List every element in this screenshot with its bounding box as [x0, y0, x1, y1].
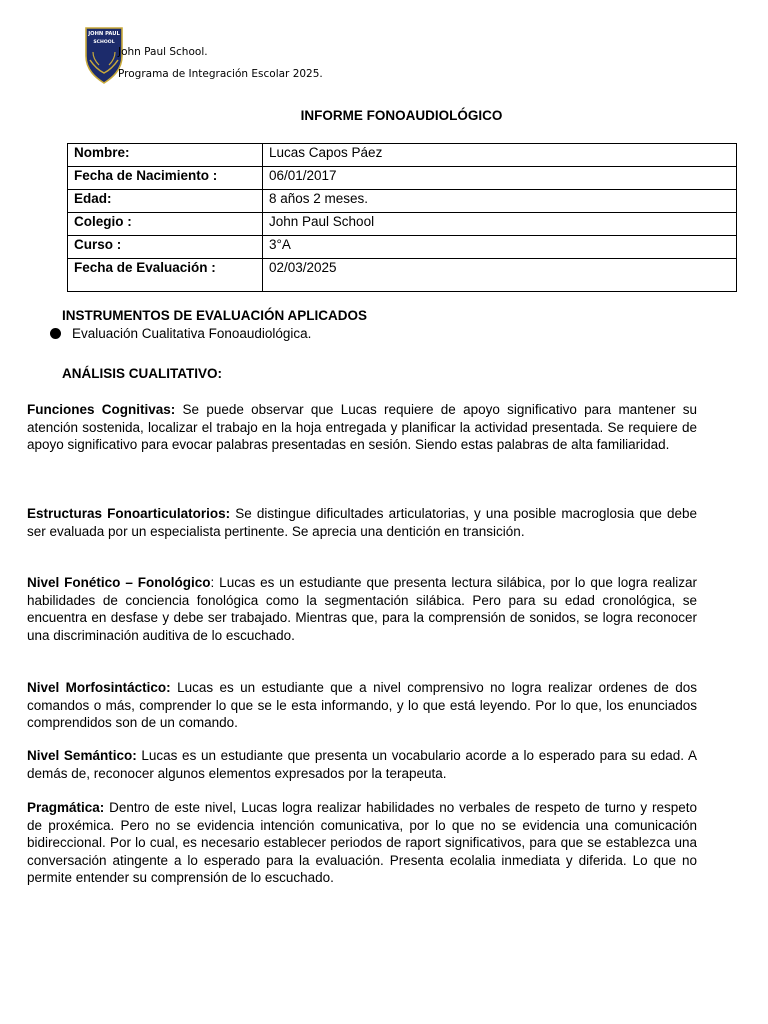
table-row — [68, 144, 737, 167]
paragraph-label: Estructuras Fonoarticulatorios: — [27, 506, 231, 521]
paragraph-morphosyntactic — [27, 679, 697, 732]
paragraph-label: Nivel Morfosintáctico: — [27, 680, 171, 695]
instrument-list-item — [50, 326, 311, 341]
paragraph-text: Lucas es un estudiante que presenta un vocabulario acorde a lo esperado para su edad. A demás de, reconocer algunos elementos expresados por la terapeuta. — [27, 748, 697, 781]
paragraph-label: Pragmática: — [27, 800, 105, 815]
table-row — [68, 259, 737, 292]
bullet-icon — [50, 328, 61, 339]
info-label: Edad: — [68, 190, 263, 213]
instrument-item-text: Evaluación Cualitativa Fonoaudiológica. — [72, 326, 312, 341]
paragraph-phonetic-phonological — [27, 574, 697, 644]
info-value: Lucas Capos Páez — [263, 144, 737, 167]
paragraph-cognitive-functions — [27, 401, 697, 454]
paragraph-label: Funciones Cognitivas: — [27, 402, 176, 417]
info-label: Fecha de Evaluación : — [68, 259, 263, 292]
paragraph-label: Nivel Fonético – Fonológico — [27, 575, 211, 590]
table-row — [68, 190, 737, 213]
school-name-line: John Paul School. — [118, 46, 208, 58]
instruments-heading: INSTRUMENTOS DE EVALUACIÓN APLICADOS — [62, 308, 368, 323]
paragraph-text: Se distingue dificultades articulatorias, y una posible macroglosia que debe ser evaluada por un especialista pertinente. Se aprecia una dentición en transición. — [27, 506, 697, 539]
info-label: Fecha de Nacimiento : — [68, 167, 263, 190]
student-info-table — [67, 143, 737, 292]
info-value: 3°A — [263, 236, 737, 259]
info-value: John Paul School — [263, 213, 737, 236]
table-row — [68, 167, 737, 190]
paragraph-phonoarticulatory — [27, 505, 697, 540]
svg-text:SCHOOL: SCHOOL — [93, 40, 115, 45]
table-row — [68, 236, 737, 259]
paragraph-text: Dentro de este nivel, Lucas logra realizar habilidades no verbales de respeto de turno y respeto de proxémica. Pero no se evidencia intención comunicativa, por lo que no se evidencia una comunicación bidireccional. Por lo cual, es necesario establecer periodos de raport significativos, para que se establezca una conversación atingente a lo esperado para la evaluación. Presenta ecolalia inmediata y diferida. Lo que no permite entender su comprensión de lo escuchado. — [27, 800, 697, 885]
info-value: 02/03/2025 — [263, 259, 737, 292]
paragraph-text: Lucas es un estudiante que a nivel comprensivo no logra realizar ordenes de dos comandos o más, comprender lo que se le esta informando, y lo que está leyendo. Por lo que, los enunciados comprendidos son de un comando. — [27, 680, 697, 730]
info-value: 06/01/2017 — [263, 167, 737, 190]
report-title: INFORME FONOAUDIOLÓGICO — [300, 108, 503, 123]
paragraph-text: : Lucas es un estudiante que presenta lectura silábica, por lo que logra realizar habilidades de conciencia fonológica como la segmentación silábica. Pero para su edad cronológica, se encuentra en desfase y debe ser trabajado. Mientras que, para la comprensión de sonidos, se logra reconocer una discriminación auditiva de lo escuchado. — [27, 575, 697, 643]
program-line: Programa de Integración Escolar 2025. — [118, 68, 323, 80]
paragraph-pragmatics — [27, 799, 697, 887]
info-label: Colegio : — [68, 213, 263, 236]
info-label: Curso : — [68, 236, 263, 259]
info-value: 8 años 2 meses. — [263, 190, 737, 213]
info-label: Nombre: — [68, 144, 263, 167]
analysis-heading: ANÁLISIS CUALITATIVO: — [62, 366, 222, 381]
paragraph-text: Se puede observar que Lucas requiere de apoyo significativo para mantener su atención sostenida, localizar el trabajo en la hoja entregada y planificar la actividad presentada. Se requiere de apoyo significativo para evocar palabras presentadas en sesión. Siendo estas palabras de alta familiaridad. — [27, 402, 697, 452]
svg-text:JOHN PAUL: JOHN PAUL — [88, 31, 120, 37]
paragraph-semantic — [27, 747, 697, 782]
paragraph-label: Nivel Semántico: — [27, 748, 137, 763]
table-row — [68, 213, 737, 236]
document-header — [84, 26, 384, 86]
